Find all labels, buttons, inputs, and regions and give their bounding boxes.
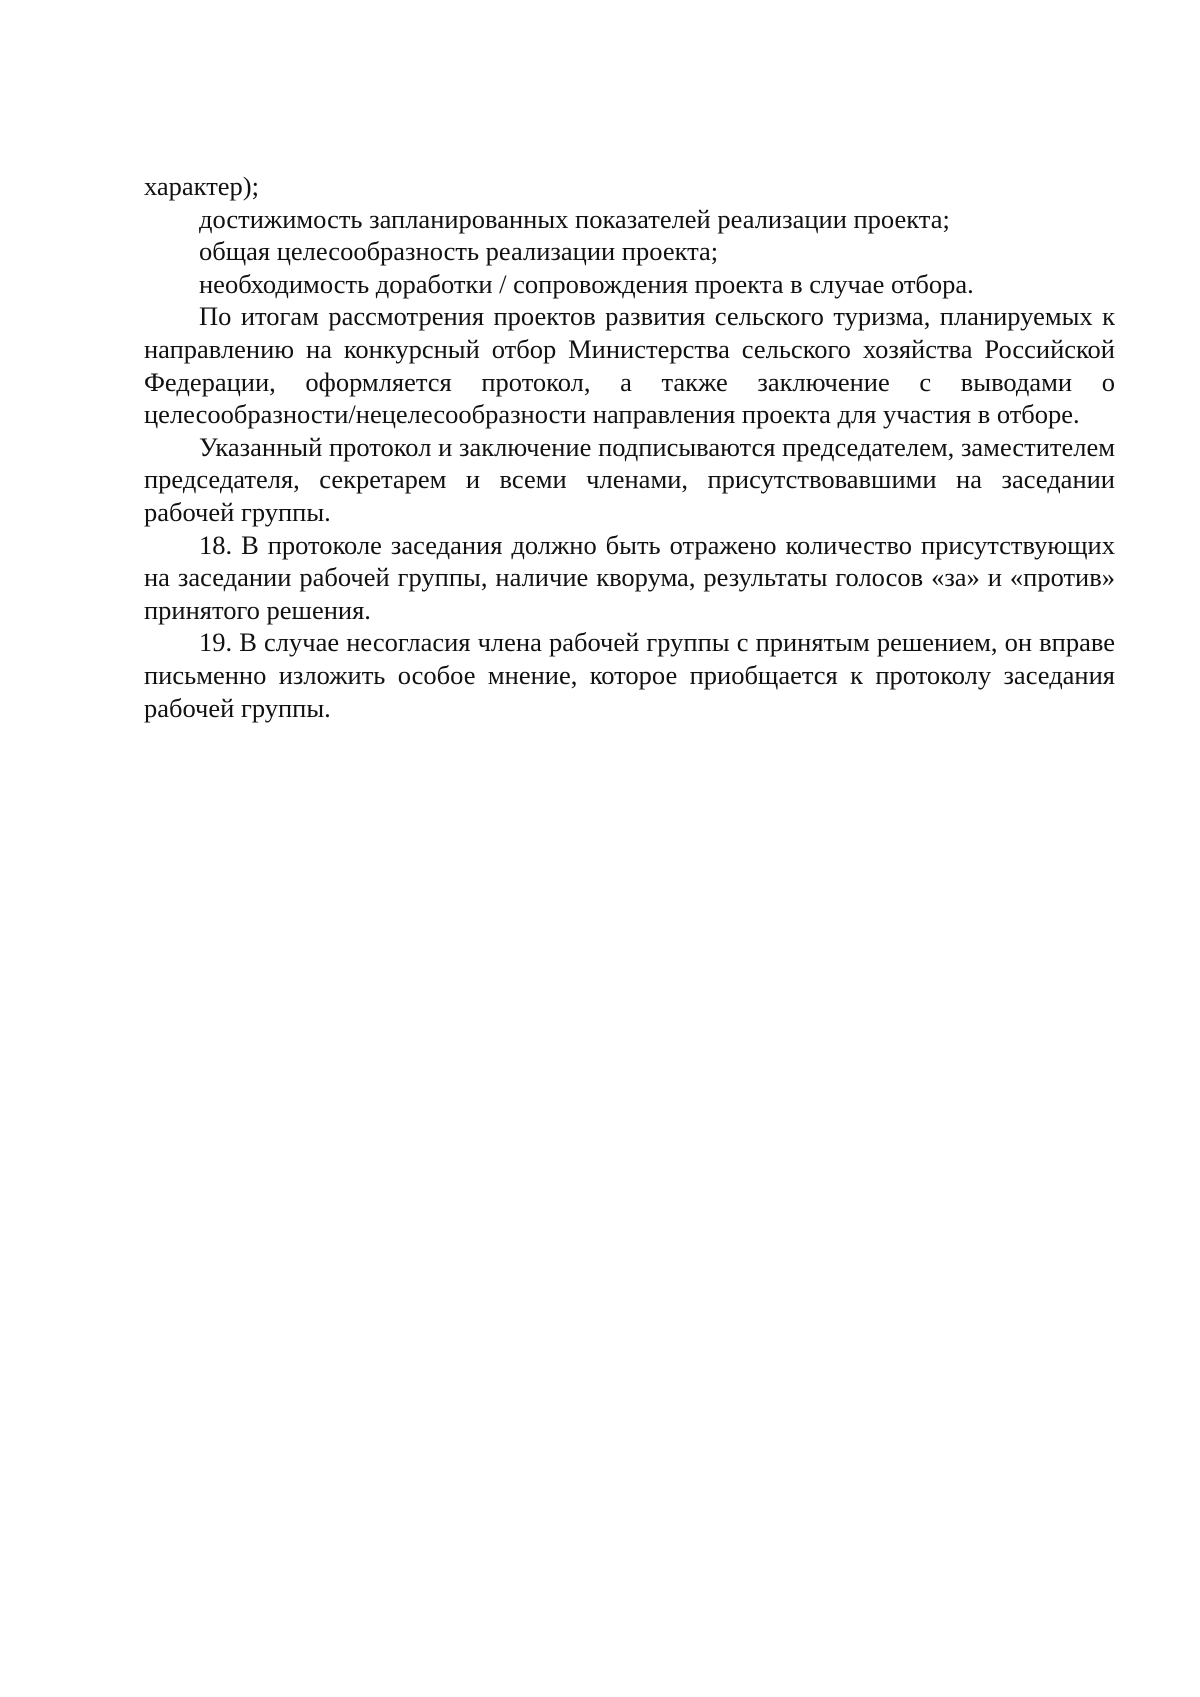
paragraph-clause-18: 18. В протоколе заседания должно быть отражено количество присутствующих на заседании рабочей группы, наличие кворума, результаты голосов «за» и «против» принятого решения.: [144, 529, 1115, 625]
document-body: [144, 170, 1115, 724]
paragraph-continuation: характер);: [144, 171, 259, 201]
paragraph-signatures: Указанный протокол и заключение подписываются председателем, заместителем председателя, секретарем и всеми членами, присутствовавшими на заседании рабочей группы.: [144, 431, 1115, 527]
list-item-refinement: необходимость доработки / сопровождения проекта в случае отбора.: [199, 268, 974, 299]
list-item-expediency: общая целесообразность реализации проекта;: [199, 236, 719, 267]
paragraph-clause-19: 19. В случае несогласия члена рабочей группы с принятым решением, он вправе письменно изложить особое мнение, которое приобщается к протоколу заседания рабочей группы.: [144, 627, 1115, 723]
paragraph-review-results: По итогам рассмотрения проектов развития сельского туризма, планируемых к направлению на конкурсный отбор Министерства сельского хозяйства Российской Федерации, оформляется протокол, а также заключение с выводами о целесообразности/нецелесообразности направления проекта для участия в отборе.: [144, 301, 1115, 430]
list-item-achievability: достижимость запланированных показателей реализации проекта;: [199, 203, 950, 234]
